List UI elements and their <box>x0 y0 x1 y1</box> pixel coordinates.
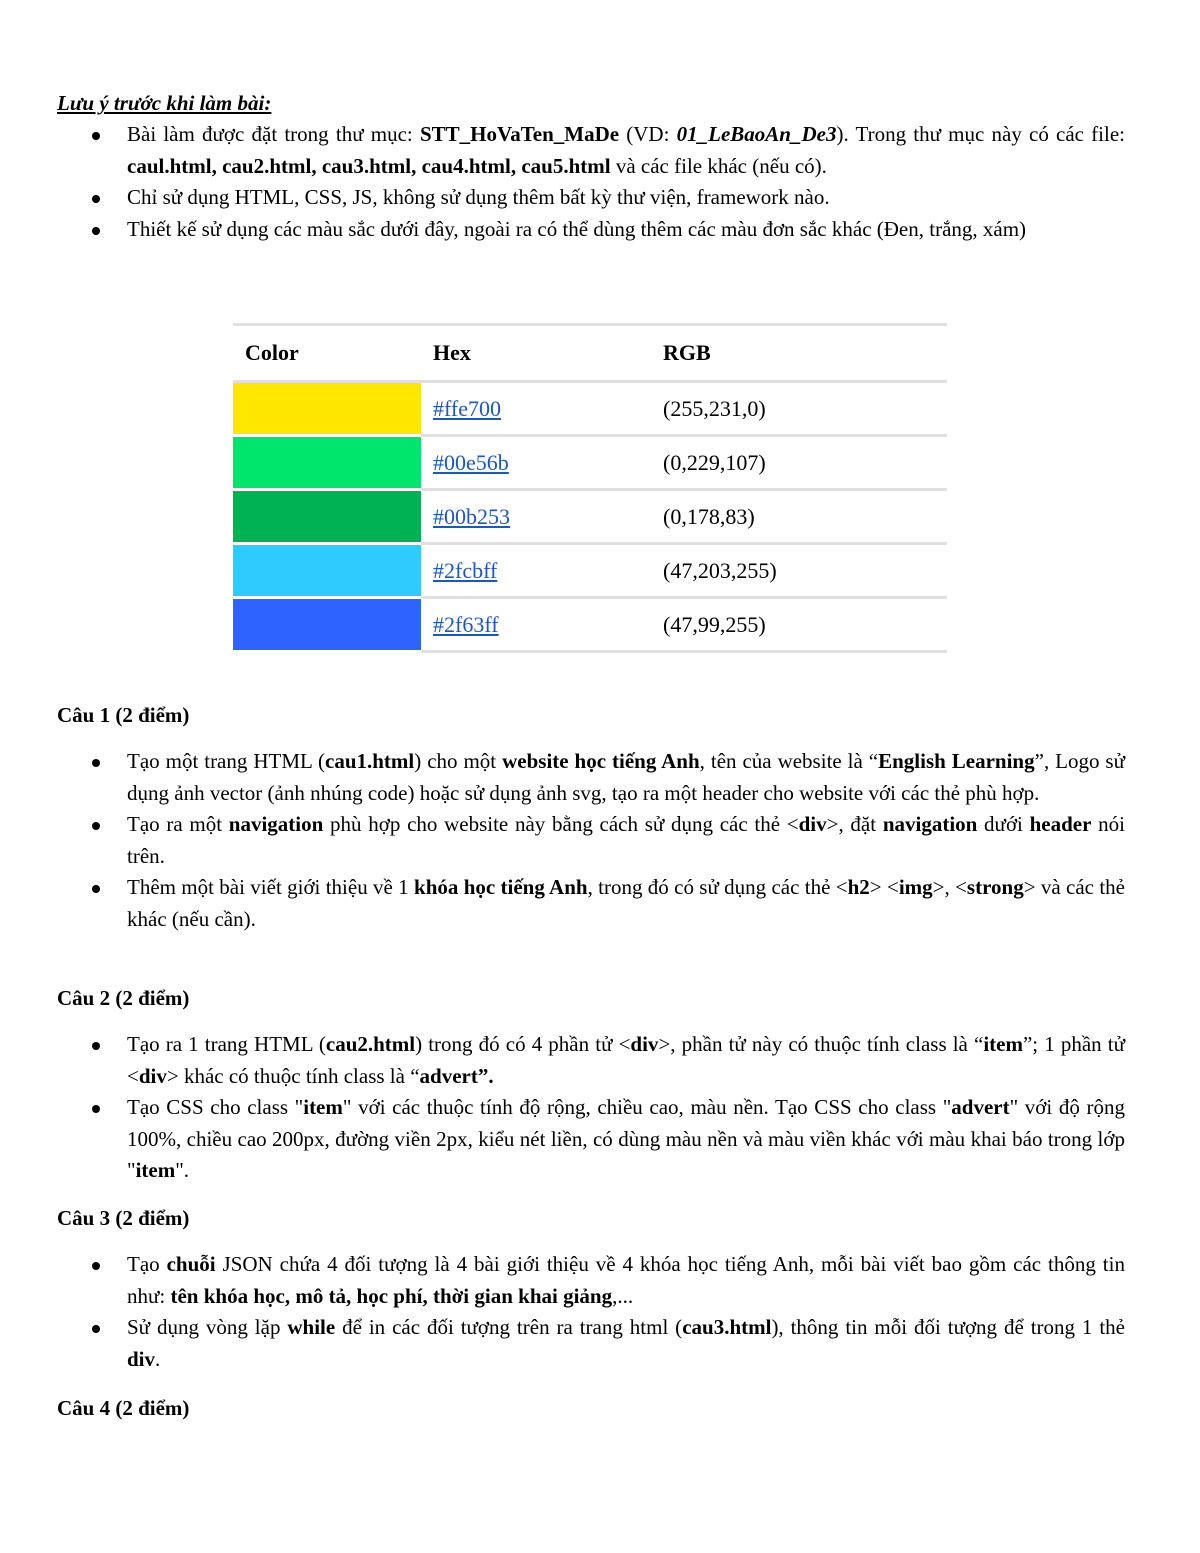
table-row <box>233 544 947 598</box>
question-3 <box>57 1203 1125 1375</box>
column-header-hex: Hex <box>421 325 651 382</box>
hex-cell <box>421 544 651 598</box>
question-1-list <box>57 746 1125 935</box>
hex-cell <box>421 436 651 490</box>
list-item: Tạo ra 1 trang HTML (cau2.html) trong đó có 4 phần tử <div>, phần tử này có thuộc tính class là “item”; 1 phần tử <div> khác có thuộc tính class là “advert”. <box>57 1029 1125 1092</box>
table-row <box>233 382 947 436</box>
color-swatch <box>233 490 421 544</box>
table-row <box>233 490 947 544</box>
list-item: Tạo một trang HTML (cau1.html) cho một website học tiếng Anh, tên của website là “English Learning”, Logo sử dụng ảnh vector (ảnh nhúng code) hoặc sử dụng ảnh svg, tạo ra một header cho website với các thẻ phù hợp. <box>57 746 1125 809</box>
notes-title: Lưu ý trước khi làm bài: <box>57 91 272 115</box>
rgb-cell: (47,203,255) <box>651 544 947 598</box>
question-2-title: Câu 2 (2 điểm) <box>57 986 190 1010</box>
hex-link[interactable]: #00e56b <box>433 449 509 475</box>
rgb-cell: (255,231,0) <box>651 382 947 436</box>
list-item: Tạo ra một navigation phù hợp cho website này bằng cách sử dụng các thẻ <div>, đặt navigation dưới header nói trên. <box>57 809 1125 872</box>
rgb-cell: (47,99,255) <box>651 598 947 652</box>
question-4 <box>57 1393 1125 1424</box>
table-header-row <box>233 325 947 382</box>
question-4-title: Câu 4 (2 điểm) <box>57 1396 190 1420</box>
hex-link[interactable]: #2fcbff <box>433 557 498 583</box>
list-item: Sử dụng vòng lặp while để in các đối tượng trên ra trang html (cau3.html), thông tin mỗi đối tượng để trong 1 thẻ div. <box>57 1312 1125 1375</box>
color-swatch <box>233 544 421 598</box>
table-row <box>233 436 947 490</box>
hex-link[interactable]: #00b253 <box>433 503 510 529</box>
rgb-cell: (0,178,83) <box>651 490 947 544</box>
hex-link[interactable]: #ffe700 <box>433 395 502 421</box>
notes-list <box>57 119 1125 245</box>
color-swatch <box>233 436 421 490</box>
rgb-cell: (0,229,107) <box>651 436 947 490</box>
list-item: Bài làm được đặt trong thư mục: STT_HoVaTen_MaDe (VD: 01_LeBaoAn_De3). Trong thư mục này có các file: caul.html, cau2.html, cau3.html, cau4.html, cau5.html và các file khác (nếu có). <box>57 119 1125 182</box>
column-header-color: Color <box>233 325 421 382</box>
list-item: Thêm một bài viết giới thiệu về 1 khóa học tiếng Anh, trong đó có sử dụng các thẻ <h2> <img>, <strong> và các thẻ khác (nếu cần). <box>57 872 1125 935</box>
list-item: Tạo CSS cho class "item" với các thuộc tính độ rộng, chiều cao, màu nền. Tạo CSS cho class "advert" với độ rộng 100%, chiều cao 200px, đường viền 2px, kiểu nét liền, có dùng màu nền và màu viền khác với màu khai báo trong lớp "item". <box>57 1092 1125 1187</box>
list-item: Chỉ sử dụng HTML, CSS, JS, không sử dụng thêm bất kỳ thư viện, framework nào. <box>57 182 1125 214</box>
question-1-title: Câu 1 (2 điểm) <box>57 703 190 727</box>
table-row <box>233 598 947 652</box>
hex-link[interactable]: #2f63ff <box>433 611 499 637</box>
color-swatch <box>233 598 421 652</box>
question-2 <box>57 983 1125 1187</box>
hex-cell <box>421 598 651 652</box>
notes-section <box>57 88 1125 245</box>
question-1 <box>57 700 1125 935</box>
list-item: Thiết kế sử dụng các màu sắc dưới đây, ngoài ra có thể dùng thêm các màu đơn sắc khác (Đen, trắng, xám) <box>57 214 1125 246</box>
color-swatch <box>233 382 421 436</box>
column-header-rgb: RGB <box>651 325 947 382</box>
color-table <box>233 323 947 653</box>
list-item: Tạo chuỗi JSON chứa 4 đối tượng là 4 bài giới thiệu về 4 khóa học tiếng Anh, mỗi bài viết bao gồm các thông tin như: tên khóa học, mô tả, học phí, thời gian khai giảng,... <box>57 1249 1125 1312</box>
hex-cell <box>421 490 651 544</box>
question-3-title: Câu 3 (2 điểm) <box>57 1206 190 1230</box>
question-2-list <box>57 1029 1125 1187</box>
hex-cell <box>421 382 651 436</box>
question-3-list <box>57 1249 1125 1375</box>
